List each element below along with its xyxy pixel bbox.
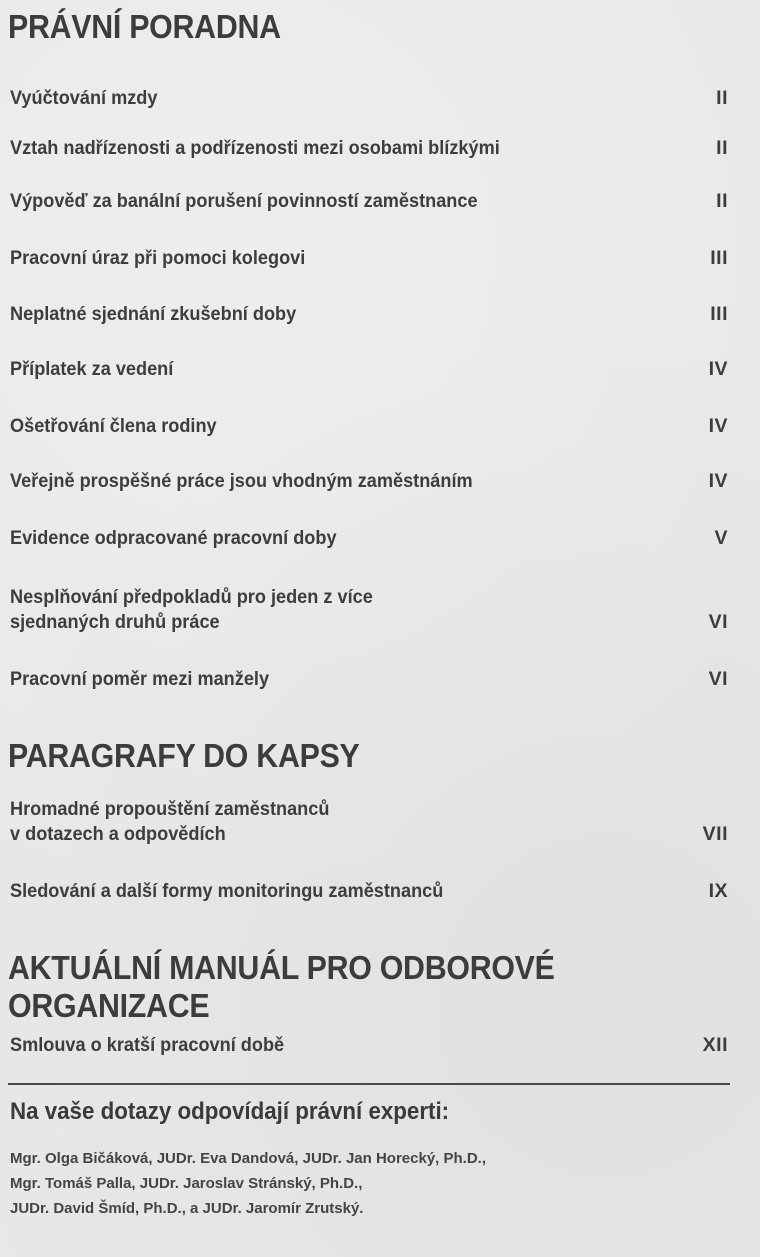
toc-entry[interactable] [10, 585, 728, 635]
experts-line: Mgr. Tomáš Palla, JUDr. Jaroslav Stránský, Ph.D., [10, 1175, 363, 1192]
toc-entry-title: Neplatné sjednání zkušební doby [10, 303, 297, 325]
toc-entry-page: III [710, 247, 728, 269]
section-heading-paragrafy-do-kapsy: PARAGRAFY DO KAPSY [8, 737, 360, 774]
toc-entry[interactable] [10, 189, 728, 214]
section-heading-pravni-poradna: PRÁVNÍ PORADNA [8, 8, 281, 45]
toc-entry-page: VI [708, 668, 728, 690]
toc-entry-title: Příplatek za vedení [10, 358, 174, 380]
toc-entry[interactable] [10, 357, 728, 382]
toc-entry-page: IV [708, 358, 728, 380]
toc-entry[interactable] [10, 1033, 728, 1058]
toc-entry-page: II [716, 137, 728, 159]
toc-entry-title: Vyúčtování mzdy [10, 87, 158, 109]
toc-entry[interactable] [10, 526, 728, 551]
toc-entry-page: II [716, 87, 728, 109]
toc-entry-title: Smlouva o kratší pracovní době [10, 1034, 285, 1056]
toc-entry-title: Pracovní poměr mezi manžely [10, 668, 270, 690]
section-heading-aktualni-manual-line2: ORGANIZACE [8, 987, 210, 1024]
toc-entry-title: Výpověď za banální porušení povinností zaměstnance [10, 190, 478, 212]
toc-entry[interactable] [10, 136, 728, 161]
toc-entry-page: II [716, 190, 728, 212]
toc-entry-title: Sledování a další formy monitoringu zaměstnanců [10, 880, 444, 902]
toc-entry-title: Pracovní úraz při pomoci kolegovi [10, 247, 306, 269]
toc-entry-title: Vztah nadřízenosti a podřízenosti mezi osobami blízkými [10, 137, 500, 159]
toc-entry-page: VI [708, 611, 728, 633]
toc-entry[interactable] [10, 667, 728, 692]
toc-entry-page: XII [702, 1034, 728, 1056]
toc-entry-title: Ošetřování člena rodiny [10, 415, 217, 437]
toc-entry-title: Evidence odpracované pracovní doby [10, 527, 337, 549]
toc-entry-page: III [710, 303, 728, 325]
toc-entry[interactable] [10, 469, 728, 494]
toc-entry[interactable] [10, 302, 728, 327]
toc-entry-title: Nesplňování předpokladů pro jeden z více sjednaných druhů práce [10, 586, 373, 633]
toc-entry[interactable] [10, 879, 728, 904]
experts-line: JUDr. David Šmíd, Ph.D., a JUDr. Jaromír Zrutský. [10, 1200, 364, 1217]
section-heading-aktualni-manual: AKTUÁLNÍ MANUÁL PRO ODBOROVÉ [8, 949, 555, 986]
toc-entry-page: IX [708, 880, 728, 902]
toc-entry[interactable] [10, 414, 728, 439]
toc-entry-title: Hromadné propouštění zaměstnanců v dotazech a odpovědích [10, 798, 330, 845]
toc-entry-page: IV [708, 415, 728, 437]
toc-entry-title: Veřejně prospěšné práce jsou vhodným zaměstnáním [10, 470, 473, 492]
toc-entry-page: IV [708, 470, 728, 492]
divider [8, 1083, 730, 1085]
experts-heading: Na vaše dotazy odpovídají právní experti: [10, 1098, 450, 1125]
toc-entry[interactable] [10, 797, 728, 847]
experts-line: Mgr. Olga Bičáková, JUDr. Eva Dandová, JUDr. Jan Horecký, Ph.D., [10, 1150, 487, 1167]
toc-entry-page: VII [702, 823, 728, 845]
toc-entry[interactable] [10, 246, 728, 271]
toc-entry-page: V [714, 527, 728, 549]
toc-entry[interactable] [10, 86, 728, 111]
